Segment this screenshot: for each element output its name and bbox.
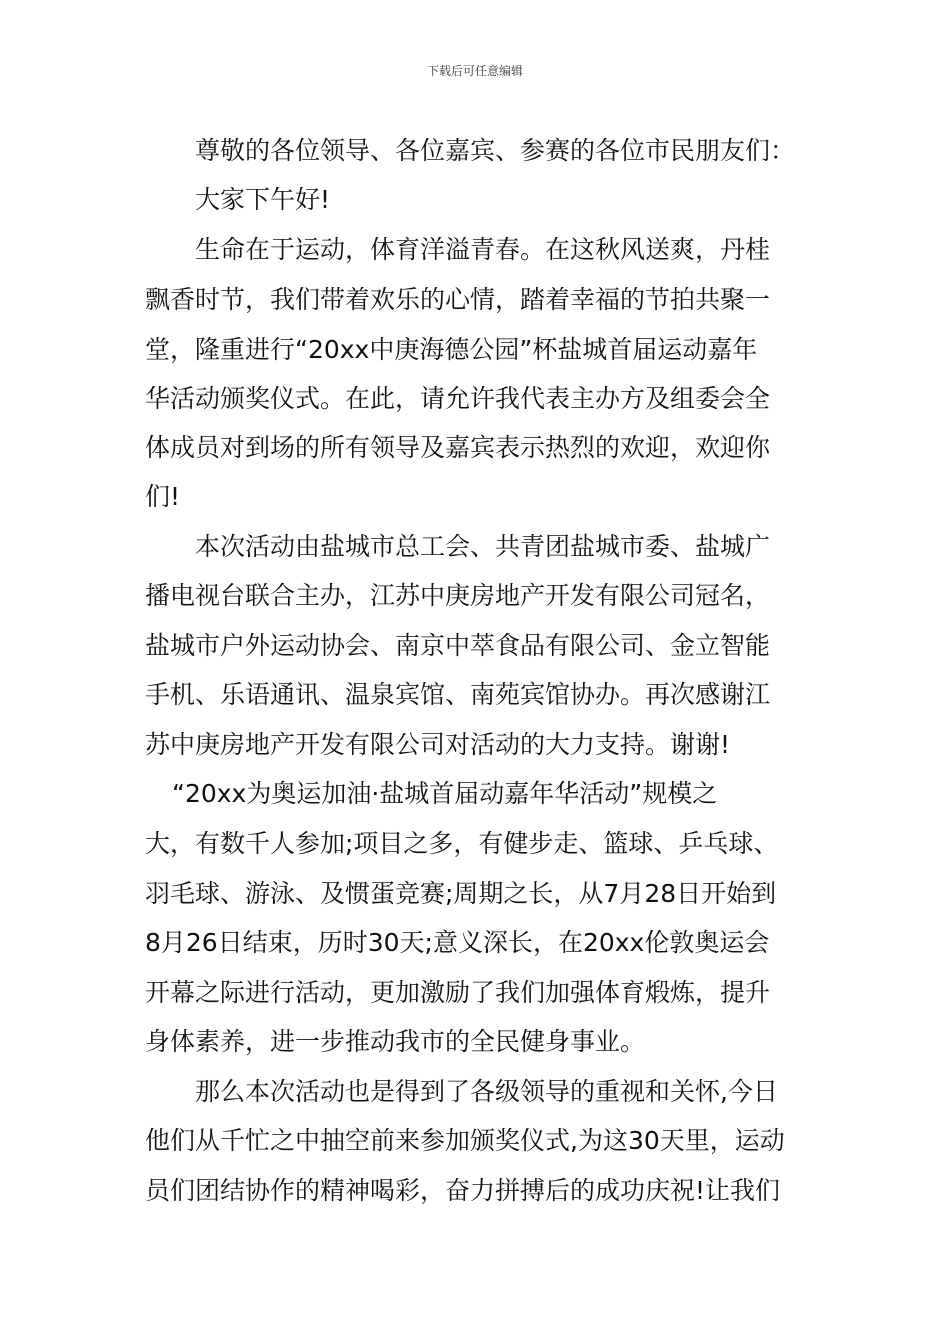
text-line-content: 8月26日结束，历时30天;意义深长，在20xx伦敦奥运会 (145, 928, 770, 957)
text-line (0, 869, 950, 919)
text-line (0, 472, 950, 522)
text-line-content: 体成员对到场的所有领导及嘉宾表示热烈的欢迎，欢迎你 (145, 433, 771, 462)
text-line-content: 本次活动由盐城市总工会、共青团盐城市委、盐城广 (195, 532, 771, 561)
text-line-content: 手机、乐语通讯、温泉宾馆、南苑宾馆协办。再次感谢江 (145, 680, 771, 709)
text-line-content: 尊敬的各位领导、各位嘉宾、参赛的各位市民朋友们： (195, 136, 796, 165)
text-line (0, 374, 950, 424)
text-line (0, 175, 950, 225)
text-line-content: 那么本次活动也是得到了各级领导的重视和关怀,今日 (195, 1077, 778, 1106)
text-line (0, 1166, 950, 1216)
text-line-content: 飘香时节，我们带着欢乐的心情，踏着幸福的节拍共聚一 (145, 285, 771, 314)
text-line (0, 670, 950, 720)
text-line (0, 1067, 950, 1117)
text-line (0, 522, 950, 572)
text-line (0, 325, 950, 375)
text-line (0, 918, 950, 968)
text-line-content: 播电视台联合主办，江苏中庚房地产开发有限公司冠名， (145, 581, 771, 610)
text-line (0, 1017, 950, 1067)
text-line-content: 苏中庚房地产开发有限公司对活动的大力支持。谢谢! (145, 730, 731, 759)
text-line (0, 621, 950, 671)
text-line (0, 571, 950, 621)
text-line-content: 身体素养，进一步推动我市的全民健身事业。 (145, 1027, 646, 1056)
text-line-content: 华活动颁奖仪式。在此，请允许我代表主办方及组委会全 (145, 384, 771, 413)
text-line-content: 们! (145, 482, 181, 511)
text-line-content: 羽毛球、游泳、及惯蛋竞赛;周期之长，从7月28日开始到 (145, 879, 777, 908)
text-line (0, 423, 950, 473)
text-line-content: 盐城市户外运动协会、南京中萃食品有限公司、金立智能 (145, 631, 771, 660)
text-line-content: 大家下午好! (195, 185, 331, 214)
text-line (0, 769, 950, 819)
text-line-content: 生命在于运动，体育洋溢青春。在这秋风送爽，丹桂 (195, 235, 771, 264)
text-line-content: 开幕之际进行活动，更加激励了我们加强体育煅炼，提升 (145, 978, 771, 1007)
text-line-content: 员们团结协作的精神喝彩，奋力拼搏后的成功庆祝!让我们 (145, 1176, 781, 1205)
text-line-content: “20xx为奥运加油·盐城首届动嘉年华活动”规模之 (172, 779, 718, 808)
text-line (0, 819, 950, 869)
text-line (0, 225, 950, 275)
text-line (0, 275, 950, 325)
text-line (0, 968, 950, 1018)
text-line (0, 1116, 950, 1166)
text-line (0, 126, 950, 176)
text-line-content: 大，有数千人参加;项目之多，有健步走、篮球、乒乓球、 (145, 829, 779, 858)
page-header: 下载后可任意编辑 (426, 64, 523, 78)
text-line-content: 堂，隆重进行“20xx中庚海德公园”杯盐城首届运动嘉年 (145, 335, 758, 364)
text-line (0, 720, 950, 770)
text-line-content: 他们从千忙之中抽空前来参加颁奖仪式,为这30天里，运动 (145, 1126, 785, 1155)
